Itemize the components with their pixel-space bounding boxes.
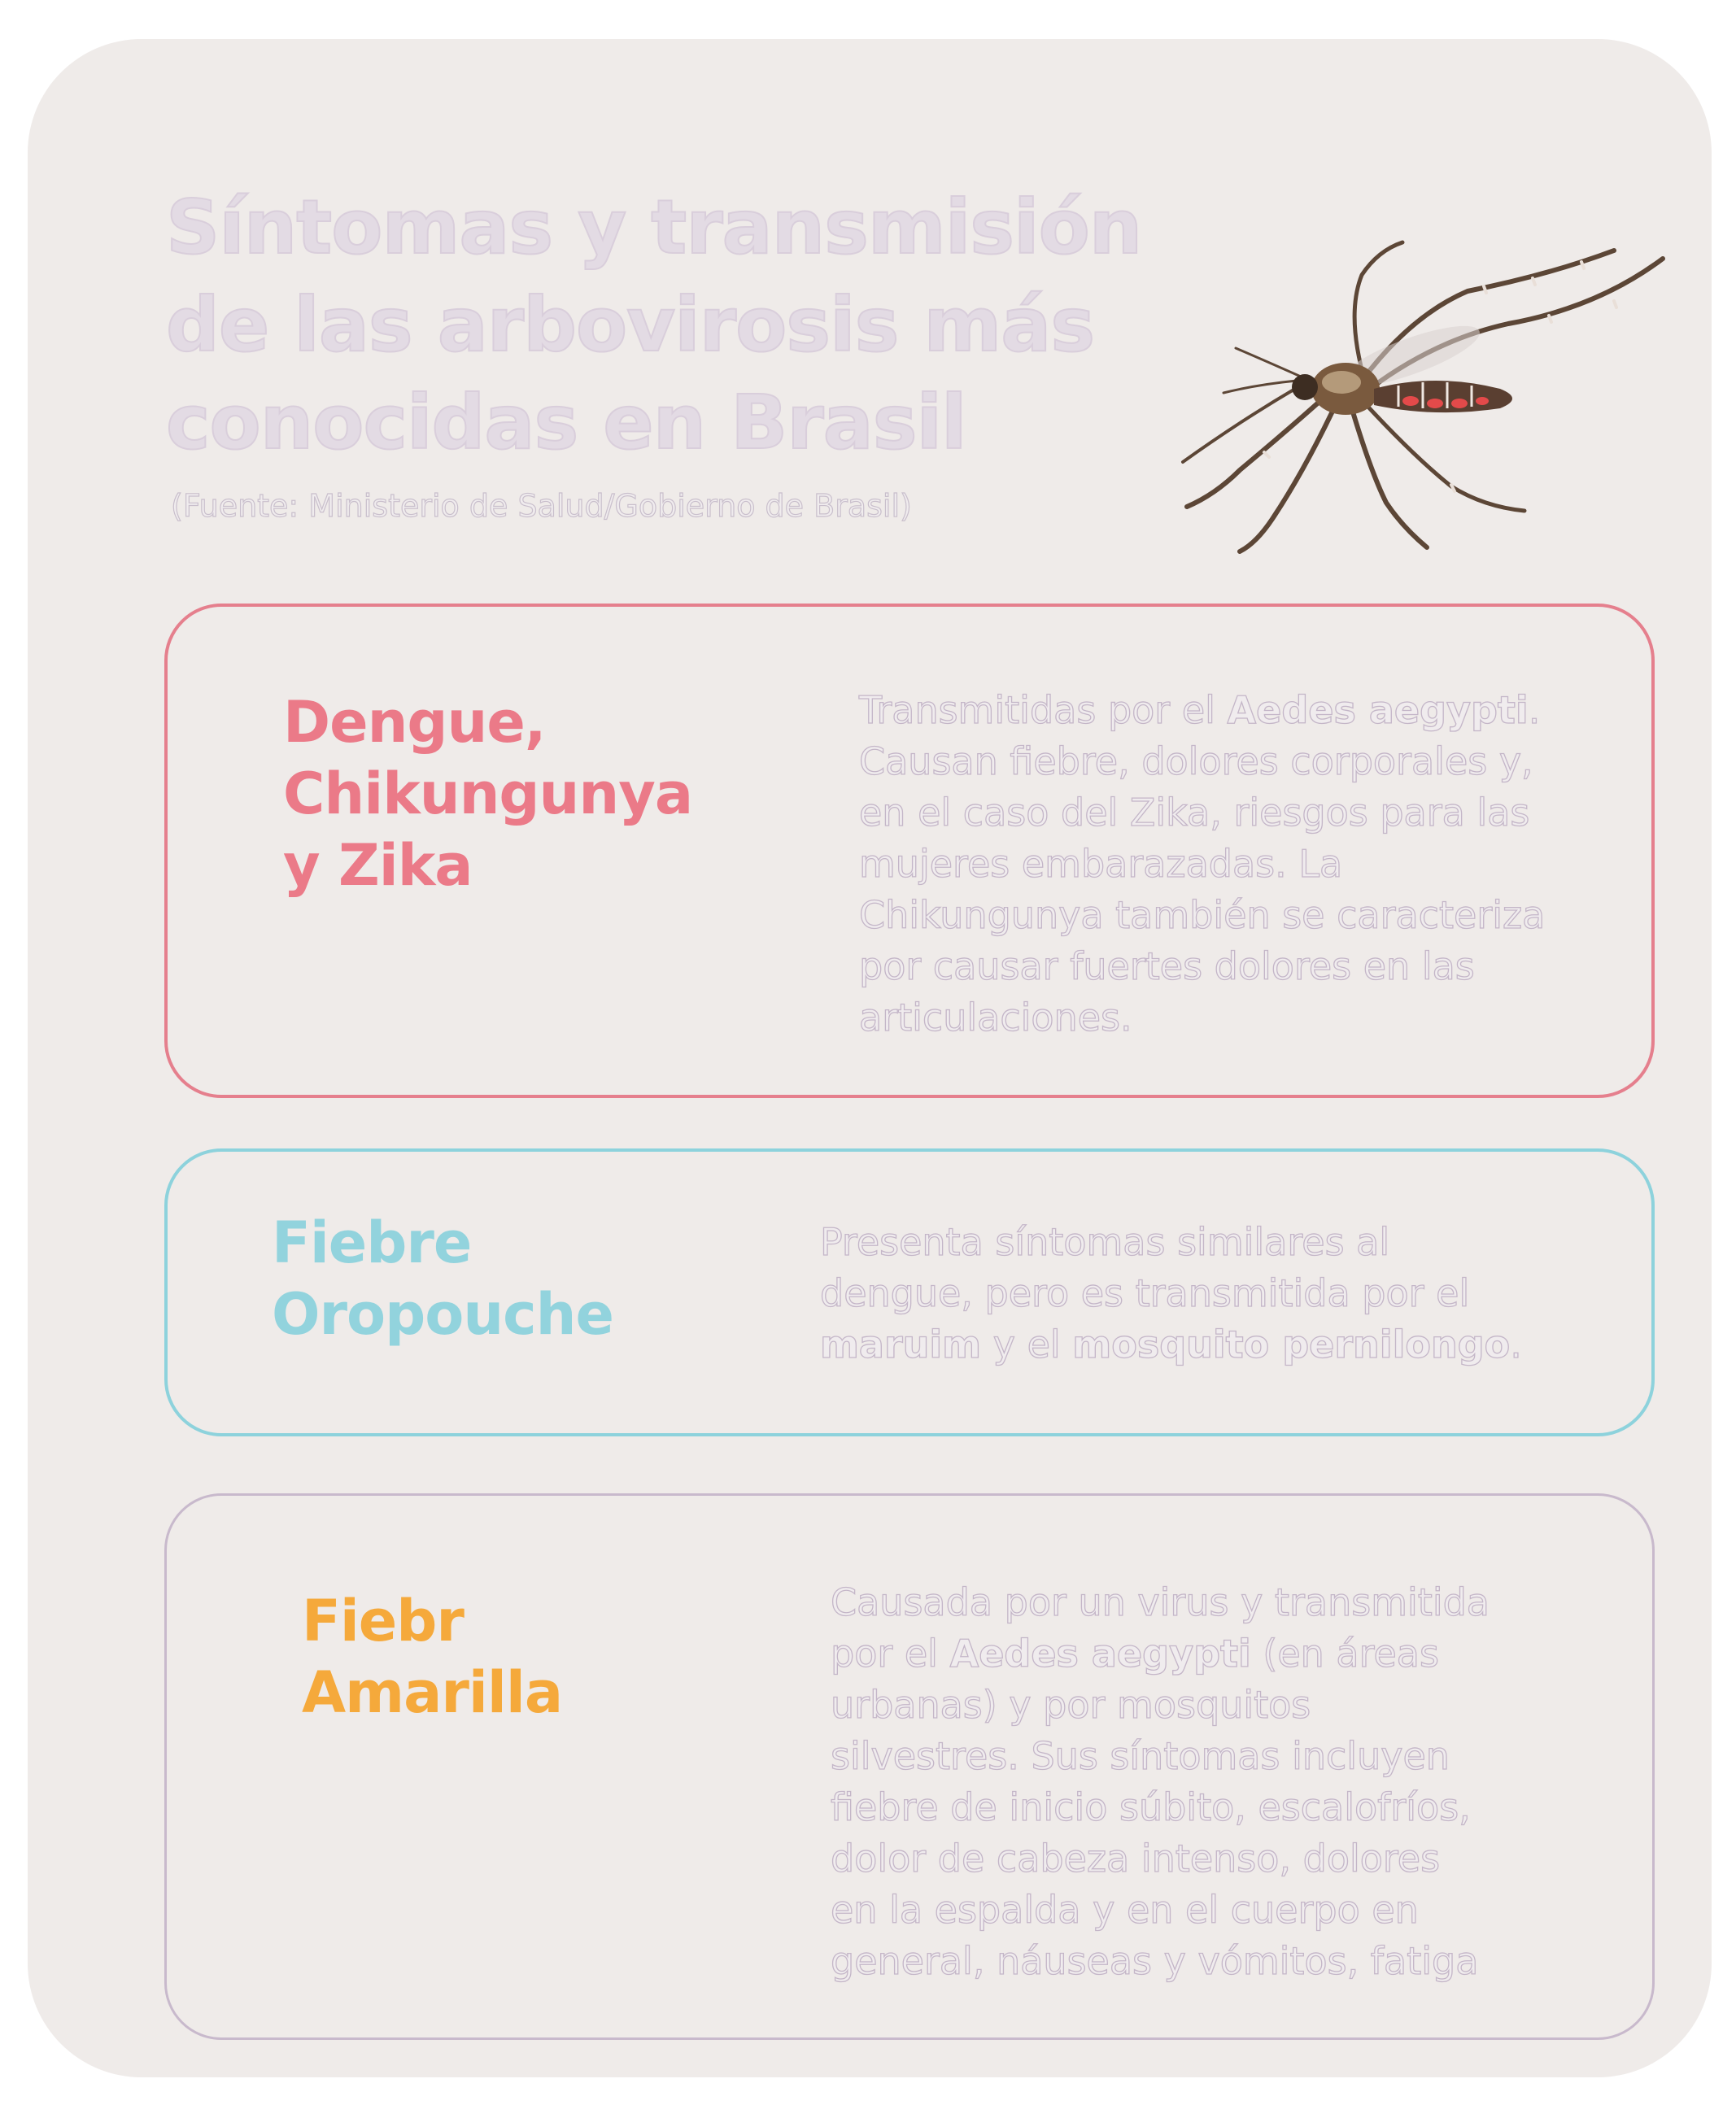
card-dengue-chikungunya-zika	[164, 604, 1655, 1098]
card-fiebre-amarilla	[164, 1493, 1655, 2040]
infographic-panel	[28, 39, 1712, 2077]
text-run: por el	[831, 1632, 950, 1676]
card-title-line: Amarilla	[302, 1659, 563, 1726]
card-title-line: Fiebr	[302, 1588, 464, 1654]
text-run: y el	[981, 1323, 1073, 1366]
text-line: Causada por un virus y transmitida	[831, 1580, 1490, 1624]
text-line: Causan fiebre, dolores corporales y,	[859, 739, 1533, 783]
card-title	[302, 1585, 562, 1728]
infographic-title	[166, 179, 1305, 472]
text-line: general, náuseas y vómitos, fatiga	[831, 1939, 1479, 1983]
title-line: conocidas en Brasil	[166, 379, 966, 466]
card-title-line: Fiebre	[272, 1209, 472, 1276]
text-line: en el caso del Zika, riesgos para las	[859, 791, 1530, 835]
text-line: Chikungunya también se caracteriza	[859, 893, 1546, 937]
vector-name: maruim	[820, 1323, 982, 1366]
text-run: .	[1510, 1323, 1522, 1366]
text-line: articulaciones.	[859, 996, 1132, 1039]
text-line: en la espalda y en el cuerpo en	[831, 1888, 1419, 1932]
card-title	[272, 1207, 613, 1350]
text-line	[831, 1628, 1490, 1680]
vector-name: mosquito pernilongo	[1072, 1323, 1511, 1366]
text-line: Presenta síntomas similares al	[820, 1220, 1390, 1264]
card-title-line: y Zika	[283, 832, 473, 899]
text-line: silvestres. Sus síntomas incluyen	[831, 1734, 1450, 1778]
card-title-line: Chikungunya	[283, 760, 693, 827]
text-line: por causar fuertes dolores en las	[859, 944, 1475, 988]
text-line: mujeres embarazadas. La	[859, 842, 1343, 886]
title-line: de las arbovirosis más	[166, 281, 1095, 368]
title-line: Síntomas y transmisión	[166, 184, 1142, 271]
card-description	[820, 1217, 1522, 1371]
species-name: Aedes aegypti	[1227, 688, 1529, 732]
card-title-line: Oropouche	[272, 1281, 613, 1348]
mosquito-icon	[1142, 226, 1695, 568]
text-run: .	[1528, 688, 1541, 732]
text-run: Transmitidas por el	[859, 688, 1228, 732]
species-name: Aedes aegypti	[949, 1632, 1251, 1676]
text-line	[820, 1319, 1522, 1371]
text-line: dengue, pero es transmitida por el	[820, 1271, 1470, 1315]
card-description	[859, 685, 1545, 1044]
card-fiebre-oropouche	[164, 1148, 1655, 1436]
text-run: (en áreas	[1250, 1632, 1439, 1676]
text-line	[859, 685, 1545, 736]
card-title-line: Dengue,	[283, 689, 546, 756]
text-line: urbanas) y por mosquitos	[831, 1683, 1311, 1727]
text-line: dolor de cabeza intenso, dolores	[831, 1837, 1441, 1880]
source-note: (Fuente: Ministerio de Salud/Gobierno de Brasil)	[171, 488, 912, 524]
card-description	[831, 1577, 1490, 1987]
card-title	[283, 686, 692, 901]
text-line: fiebre de inicio súbito, escalofríos,	[831, 1785, 1471, 1829]
